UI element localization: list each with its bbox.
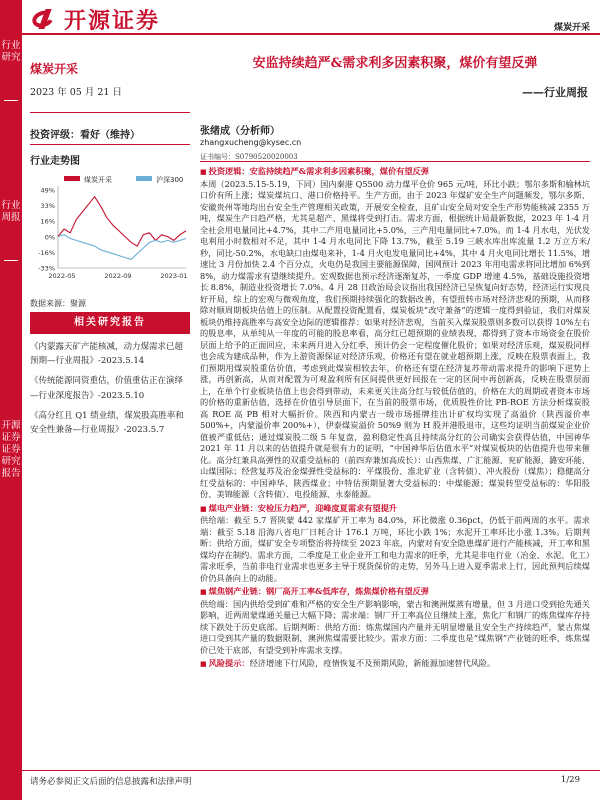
report-date: 2023 年 05 月 21 日 [30, 87, 122, 98]
section [200, 503, 590, 585]
series-line [58, 235, 186, 260]
footer-disclaimer: 请务必参阅正文后面的信息披露和法律声明 [30, 777, 192, 787]
strip-label-top: 行业研究 [1, 40, 21, 63]
investment-rating: 投资评级：看好（维持） [30, 130, 140, 141]
header-doc-type: 煤炭开采 [553, 23, 590, 33]
header-rule [22, 33, 600, 35]
strip-divider [4, 100, 18, 101]
section-heading: 投资逻辑：安监持续趋严&需求利多因素积聚，煤价有望反弹 [208, 166, 429, 176]
footer-rule [22, 770, 600, 771]
page-number: 1/29 [560, 775, 580, 785]
y-tick-label: 16% [40, 217, 55, 226]
section-heading: 风险提示： [208, 658, 250, 668]
divider [200, 161, 590, 162]
industry-name: 煤炭开采 [30, 62, 79, 76]
report-title: 安监持续趋严&需求利多因素积聚，煤价有望反弹 [252, 56, 538, 71]
x-tick-label: 2022-05 [48, 272, 76, 280]
section-text: 供给端：国内供给受到矿难和严格的安全生产影响影响，蒙古和澳洲煤蒸有增量，但 3 月进口受到抢先通关影响，近两周蒙煤通关量已大幅下降；需求端：钢厂开工率高位且继续上涨，焦化厂和钢厂的炼焦煤库存持续下跌处于历史底部。后期判断：供给方面：炼焦煤国内产量并无明显增量且安全生产持续趋严，蒙古焦煤进口受到其产量的数据限制，澳洲焦煤需要比较少。需求方面：二季度也是“煤焦钢”产业链的旺季，炼焦煤价已处于底部，有望受到补库需求支撑。 [200, 598, 590, 655]
divider [30, 144, 190, 145]
series-line [58, 197, 186, 246]
section [200, 658, 590, 671]
section-text: 供给端：截至 5.7 晋陕蒙 442 家煤矿开工率为 84.0%，环比微涨 0.36pct，仍低于前两周的水平。需求端：截至 5.18 沿海八省电厂日耗合计 176.1 万吨，环比小跌 1%；水泥开工率环比小涨 1.3%。后期判断：供给方面，煤矿安全专项整治将持续至 2023 年底，内蒙对有安全隐患煤矿进行产能核减，开工率和黑煤均存在制约。需求方面，二季度是工业企业开工和电力需求的旺季，尤其是非电行业（冶金、水泥、化工）需求旺季，当前非电行业需求也更多主导于现货保价的走势，另外马上进入夏季需求上行，因此预判后续煤价仍具备向上的动能。 [200, 515, 590, 583]
side-strip [0, 0, 22, 800]
bullet-icon: ■ [200, 588, 207, 596]
section-text: 经济增速下行风险，疫情恢复不及预期风险，新能源加速替代风险。 [249, 658, 496, 668]
company-logo [30, 4, 160, 34]
section-heading: 煤焦钢产业链：钢厂高开工率&低库存，炼焦煤价格有望反弹 [208, 586, 429, 596]
bullet-icon: ■ [200, 168, 207, 176]
trend-chart-title: 行业走势图 [30, 156, 80, 167]
y-tick-label: 33% [40, 202, 55, 211]
section-heading: 煤电产业链：安检压力趋严，迎峰度夏需求有望提升 [208, 502, 397, 513]
analyst-certificate: 证书编号：S0790520020003 [200, 153, 298, 161]
logo-mark-icon [30, 7, 58, 31]
company-name: 开源证券 [64, 8, 161, 34]
analyst-name: 张绪成（分析师） [200, 126, 280, 137]
section-text: 本周（2023.5.15-5.19，下同）国内秦港 Q5500 动力煤平仓价 965 元/吨，环比小跌；鄂尔多斯和榆林坑口价有所上涨；煤炭煤坑口、港口价格持平。生产方面，由于 2023 年煤矿安全生产问题频发，鄂尔多斯、安徽贵州等地均出台安全生产管理相关政策，开展安全检查，且矿山安全局对安全生产形势能核减 2355 万吨，煤炭生产日趋严格，尤其是超产、黑煤将受到打击。需求方面，根据统计局最新数据，2023 年 1-4 月全社会用电量同比+4.7%，其中二产用电量同比+5.0%，三产用电量同比+7.0%。而 1-4 月水电，光伏发电利用小时数相对不足，其中 1-4 月水电同比下降 13.7%，截至 5.19 三峡水库出库流量 1.2 万立方米/秒，同比-50.2%，水电缺口由煤电来补，1-4 月火电发电量同比+4%，其中 4 月火电同比增长 11.5%，增速比 3 月份加快 2.4 个百分点，火电仍是我国主要能源保障，国网预计 2023 年用电需求将同比增加 6%到 8%，动力煤需求有望继续提升。宏观数据也预示经济逐渐复苏，一季度 GDP 增速 4.5%，基础设施投资增长 8.8%，制造业投资增长 7.0%。4 月 28 日政治局会议指出我国经济已呈恢复向好态势，经济运行实现良好开局，综上的宏观与微观角度，我们预期持续强化的数据改善，有望扭转市场对经济悲观的预期，从而移除对顺周期板块估值上的压制。从配置投资配置看，煤炭板块“改守兼备”的逻辑一度得到验证，我们对煤炭板块仍维持高胜率与高安全边际的逻辑推荐：如果对经济悲观，当前买入煤炭股票则多数可以获得 10%左右的股息率，从单纯从一年度的可能的股息率看，高分红已超预期的业绩表现，都得到了资本市场资金在股价层面上给予的正面回应，未来两月进入分红季，预计仍会一定程度催化股价；如果对经济乐观，煤炭股同样也会成为建成品种，作为上游资源保证对经济乐观，价格还有望在就业超预期上涨，反映在股票表面上，我们预期用煤炭股重估价值，考虑到此煤炭相较去年，价格还有望在经济复苏带动需求提升的影响下逆势上涨，再创新高，从而对配置为可观盈利所有区间提供更好回报在一定的区间中再创新高，反映在股票层面上，在单个行业板块估值上也会得到带动，未来更关注高分红与较低估值的，价格在大的周期或者资本市场的价格的重新估值，选择在价值引导层面下，在当前的股票市场，优质股性价比 PB-ROE 方法分析煤炭股高 ROE 高 PB 相对大幅折价。陕西和内蒙古一级市场摇牌挂出计矿权均实现了高溢价（陕西溢价率 500%+，内蒙溢价率 200%+），伊泰煤炭溢价 50%9 则为 H 股并港股退市，这些均证明当前煤炭企业价值被严重低估；通过煤炭股二级 5 年复盘，盈利稳定性高且持续高分红的公司确实会获得估值，中国神华 2021 年 11 月以来的估值提升就是很有力的证明，“中国神华后估值水平”对煤炭板块的估值提升也带来催化。高分红兼具高弹性的双重受益标的（前四弃兼加高成长）：山西焦煤、广汇能源、兖矿能源、潞安环能、山煤国际；经营复苏及冶金煤弹性受益标的：平煤股份、淮北矿业（含转债）、冲火股份（煤焦）；稳健高分红受益标的：中国神华、陕西煤业；中特估预期显著大受益标的：中煤能源；煤炭转型受益标的：华阳股份、美锦能源（含转债）、电投能源、永泰能源。 [200, 178, 591, 499]
strip-label-bottom: 开源证券证券研究报告 [1, 420, 21, 479]
related-reports-title: 相关研究报告 [30, 312, 190, 334]
legend-swatch [64, 176, 80, 181]
section [200, 586, 590, 656]
strip-divider [4, 260, 18, 261]
related-report-item[interactable]: 《传统能源同资重估，价值重估正在演绎—行业深度报告》-2023.5.10 [30, 376, 184, 401]
trend-chart-svg [30, 172, 190, 290]
y-tick-label: -33% [38, 264, 55, 273]
report-body [200, 164, 590, 671]
trend-chart [30, 172, 190, 290]
report-subtitle: ——行业周报 [522, 86, 588, 99]
y-tick-label: 49% [40, 186, 55, 195]
y-tick-label: -16% [38, 248, 55, 257]
chart-source: 数据来源：聚源 [30, 299, 86, 308]
analyst-email[interactable]: zhangxucheng@kysec.cn [200, 138, 302, 147]
y-tick-label: 0% [44, 233, 55, 242]
strip-label-middle: 行业周报 [1, 200, 21, 223]
related-report-item[interactable]: 《内蒙露天矿产能核减，动力煤需求已超预期—行业周报》-2023.5.14 [30, 342, 184, 367]
legend-label: 沪深300 [156, 176, 184, 184]
section [200, 166, 590, 501]
bullet-icon: ■ [200, 660, 207, 668]
bullet-icon: ■ [200, 504, 207, 513]
divider [30, 112, 190, 113]
legend-label: 煤炭开采 [84, 176, 112, 184]
related-reports-list [30, 340, 190, 443]
related-report-item[interactable]: 《高分红且 Q1 绩业绩，煤炭股高胜率和安全性兼备—行业周报》-2023.5.7 [30, 410, 184, 436]
x-tick-label: 2023-01 [160, 272, 188, 280]
legend-swatch [136, 176, 152, 181]
x-tick-label: 2022-09 [104, 272, 132, 280]
